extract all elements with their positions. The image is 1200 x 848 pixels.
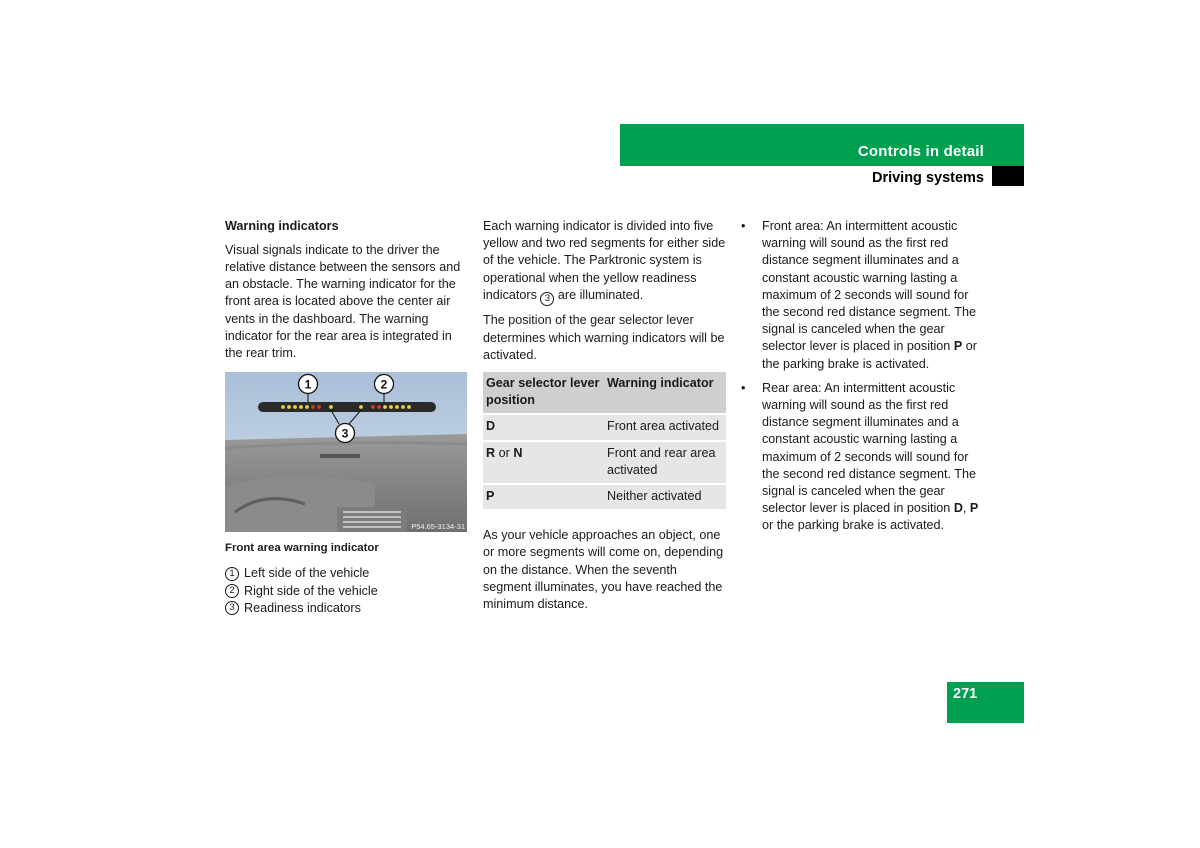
legend-item (225, 583, 469, 600)
table-header-row (483, 372, 726, 414)
bullet-tail: or the parking brake is activated. (762, 518, 945, 533)
bullet-marker: • (741, 219, 746, 233)
column-1 (225, 218, 469, 617)
section-title: Controls in detail (857, 143, 984, 160)
legend-number: 2 (225, 584, 239, 598)
dashboard-photo (225, 372, 467, 532)
segments-text-end: are illuminated. (557, 287, 644, 302)
list-item (740, 218, 988, 373)
callout-2: 2 (380, 377, 388, 392)
legend-text: Left side of the vehicle (244, 566, 370, 581)
separator: , (962, 501, 967, 516)
column-3 (740, 218, 988, 542)
gear-letter: R (486, 445, 496, 460)
intro-paragraph: Visual signals indicate to the driver the relative distance between the sensors and an obstacle. The warning indicator for the front area is located above the center air vents in the dashboard. The warning indicator for the rear area is integrated in the rear trim. (225, 242, 461, 360)
header-warning-indicator: Warning indicator (604, 372, 726, 414)
header-tab-marker (992, 166, 1024, 186)
table-row (483, 414, 726, 440)
bullet-tail: or the parking brake is activated. (762, 339, 977, 371)
segments-paragraph (483, 218, 727, 306)
gear-position-cell (483, 484, 604, 510)
list-item (740, 380, 988, 535)
legend-text: Right side of the vehicle (244, 583, 378, 598)
gear-letter: D (486, 419, 496, 434)
gear-letter: P (486, 488, 495, 503)
segments-text: Each warning indicator is divided into five yellow and two red segments for either side of the vehicle. The Parktronic system is operational when the yellow readiness indicators (483, 219, 726, 302)
figure-code: P54.65-3134-31 (411, 522, 465, 532)
readiness-ref-number: 3 (540, 292, 554, 306)
bullet-text: Rear area: An intermittent acoustic warning will sound as the first red distance segment illuminates and a constant acoustic warning lasting a maximum of 2 seconds will sound for the second red distance segment. The signal is canceled when the gear selector lever is placed in position (762, 380, 976, 516)
figure-caption: Front area warning indicator (225, 542, 379, 555)
gear-position-cell (483, 414, 604, 440)
rear-area-text (762, 380, 988, 535)
header-gear-position: Gear selector lever position (483, 372, 604, 414)
gear-letter: P (953, 339, 963, 354)
legend-text: Readiness indicators (244, 600, 361, 615)
gear-letter: P (969, 501, 979, 516)
legend-item (225, 600, 469, 617)
approach-paragraph: As your vehicle approaches an object, one or more segments will come on, depending on the distance. When the seventh segment illuminates, you have reached the minimum distance. (483, 528, 724, 611)
gear-position-cell (483, 441, 604, 484)
table-row (483, 484, 726, 510)
bullet-text: Front area: An intermittent acoustic warning will sound as the first red distance segment illuminates and a constant acoustic warning lasting a maximum of 2 seconds will sound for the second red distance segment. The signal is canceled when the gear selector lever is placed in position (762, 219, 976, 354)
callout-1: 1 (304, 377, 312, 392)
gear-letter: N (513, 445, 523, 460)
legend-item (225, 565, 469, 582)
gear-or: or (498, 445, 510, 460)
gear-letter: D (953, 501, 963, 516)
indicator-cell: Front and rear area activated (604, 441, 726, 484)
front-area-text (762, 218, 988, 373)
column-2 (483, 218, 727, 620)
subsection-title: Driving systems (871, 170, 984, 186)
legend-number: 1 (225, 567, 239, 581)
warning-indicators-heading: Warning indicators (225, 219, 339, 233)
table-row (483, 441, 726, 484)
page-number: 271 (953, 686, 978, 702)
legend-number: 3 (225, 601, 239, 615)
indicator-cell: Front area activated (604, 414, 726, 440)
indicator-cell: Neither activated (604, 484, 726, 510)
bullet-marker: • (741, 380, 746, 395)
callout-3: 3 (341, 426, 349, 441)
gear-table (483, 372, 726, 511)
gear-paragraph: The position of the gear selector lever determines which warning indicators will be activated. (483, 313, 725, 362)
